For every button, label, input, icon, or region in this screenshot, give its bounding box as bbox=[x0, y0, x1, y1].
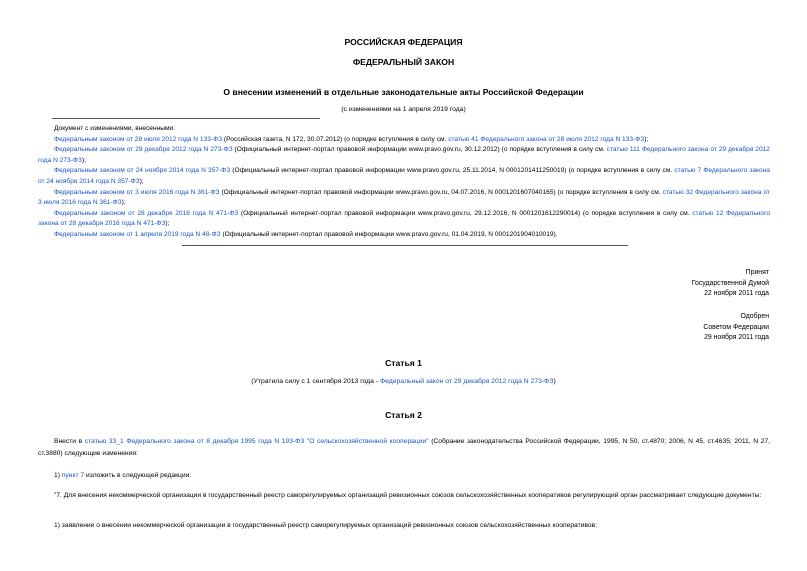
lost-suffix: ) bbox=[553, 378, 556, 385]
amending-law-link[interactable]: Федеральным законом от 3 июля 2016 года N 361-ФЗ bbox=[54, 188, 220, 196]
article-1-lost-note bbox=[0, 378, 807, 385]
change-item-tail: ); bbox=[121, 199, 126, 207]
change-item-text: (Российская газета, N 172, 30.07.2012) (о порядке вступления в силу см. bbox=[222, 135, 449, 143]
article-2-paragraph-2 bbox=[38, 470, 770, 482]
article-link[interactable]: статью 41 Федерального закона от 28 июля 2012 года N 133-ФЗ bbox=[448, 135, 645, 143]
approved-date: 29 ноября 2011 года bbox=[704, 334, 769, 342]
p2-text: изложить в следующей редакции: bbox=[84, 472, 192, 479]
accepted-line: Принят bbox=[745, 269, 769, 276]
change-item-text: (Официальный интернет-портал правовой информации www.pravo.gov.ru, 04.07.2016, N 0001201607040165) (о порядке вступления в силу см. bbox=[219, 188, 663, 196]
change-item-text: (Официальный интернет-портал правовой информации www.pravo.gov.ru, 25.11.2014, N 0001201411250019) (о порядке вступления в силу см. bbox=[230, 167, 675, 175]
amending-law-link[interactable]: Федеральным законом от 28 декабря 2016 года N 471-ФЗ bbox=[54, 209, 239, 217]
article-link[interactable]: статью 111 Федерального закона от 29 декабря 2012 года N 273-ФЗ bbox=[38, 146, 770, 164]
change-item-tail: ); bbox=[139, 177, 144, 185]
clause-7-link[interactable]: пункт 7 bbox=[61, 472, 85, 479]
change-item-text: (Официальный интернет-портал правовой информации www.pravo.gov.ru, 30.12.2012) (о порядке вступления в силу см. bbox=[232, 146, 607, 154]
amending-law-link[interactable]: Федеральным законом от 1 апреля 2019 года N 48-ФЗ bbox=[54, 230, 221, 238]
changes-intro: Документ с изменениями, внесенными: bbox=[54, 125, 176, 132]
article-2-paragraph-3: "7. Для внесения некоммерческой организации в государственный реестр саморегулируемых организаций ревизионных союзов сельскохозяйственных кооперативов регулирующий орган рассматривает следующие документы: bbox=[54, 492, 762, 499]
change-item-text: (Официальный интернет-портал правовой информации www.pravo.gov.ru, 29.12.2016, N 0001201612290014) (о порядке вступления в силу см. bbox=[238, 209, 693, 217]
p2-prefix: 1) bbox=[54, 472, 62, 479]
change-item bbox=[38, 145, 770, 166]
accepted-body: Государственной Думой bbox=[691, 279, 769, 287]
change-item bbox=[38, 209, 770, 230]
approved-block bbox=[569, 312, 769, 344]
amending-law-link[interactable]: Федеральным законом от 29 декабря 2012 года N 273-ФЗ bbox=[54, 146, 233, 154]
approved-line: Одобрен bbox=[740, 313, 769, 320]
accepted-block bbox=[569, 268, 769, 300]
article-link[interactable]: статью 32 Федерального закона от 3 июля 2016 года N 361-ФЗ bbox=[38, 188, 770, 207]
law-type-heading: ФЕДЕРАЛЬНЫЙ ЗАКОН bbox=[352, 57, 455, 67]
article-link[interactable]: статью 12 Федерального закона от 28 декабря 2016 года N 471-ФЗ bbox=[38, 209, 770, 228]
approved-body: Советом Федерации bbox=[703, 323, 769, 331]
divider-bottom bbox=[182, 245, 628, 246]
edition-note: (с изменениями на 1 апреля 2019 года) bbox=[341, 106, 466, 113]
amending-law-link[interactable]: Федеральным законом от 28 июля 2012 года N 133-ФЗ bbox=[54, 135, 223, 143]
country-heading: РОССИЙСКАЯ ФЕДЕРАЦИЯ bbox=[344, 37, 463, 47]
repealing-law-link[interactable]: Федеральный закон от 29 декабря 2012 года N 273-ФЗ bbox=[379, 378, 554, 385]
article-2-heading: Статья 2 bbox=[385, 410, 422, 420]
change-item-tail: ); bbox=[644, 135, 649, 143]
accepted-date: 22 ноября 2011 года bbox=[704, 290, 769, 298]
article-2-paragraph-4: 1) заявление о внесении некоммерческой организации в государственный реестр саморегулируемых организаций ревизионных союзов сельскохозяйственных кооперативов; bbox=[54, 522, 598, 529]
change-item-text: (Официальный интернет-портал правовой информации www.pravo.gov.ru, 01.04.2019, N 0001201904010019). bbox=[220, 230, 558, 238]
article-1-heading: Статья 1 bbox=[385, 358, 422, 368]
p1-prefix: Внести в bbox=[54, 438, 85, 445]
document-title: О внесении изменений в отдельные законодательные акты Российской Федерации bbox=[223, 87, 584, 97]
cooperation-law-link[interactable]: статью 33_1 Федерального закона от 8 декабря 1995 года N 193-ФЗ "О сельскохозяйственной кооперации" bbox=[84, 438, 429, 445]
change-item bbox=[38, 166, 770, 187]
article-link[interactable]: статью 7 Федерального закона от 24 ноября 2014 года N 357-ФЗ bbox=[38, 167, 770, 185]
change-item-tail: ); bbox=[81, 156, 86, 164]
lost-prefix: (Утратила силу с 1 сентября 2013 года - bbox=[251, 378, 380, 385]
p1-text: (Собрание законодательства Российской Федерации, 1995, N 50, ст.4870; 2006, N 45, ст.4635; 2011, N 27, ст.3880) следующие изменения: bbox=[38, 438, 770, 457]
change-item bbox=[38, 188, 770, 209]
article-2-paragraph-1 bbox=[38, 436, 770, 459]
amending-law-link[interactable]: Федеральным законом от 24 ноября 2014 года N 357-ФЗ bbox=[54, 167, 231, 175]
change-item bbox=[38, 230, 770, 241]
change-item-tail: ); bbox=[165, 220, 170, 228]
change-item bbox=[38, 135, 770, 146]
changes-block bbox=[38, 124, 770, 241]
divider-top bbox=[52, 118, 320, 119]
